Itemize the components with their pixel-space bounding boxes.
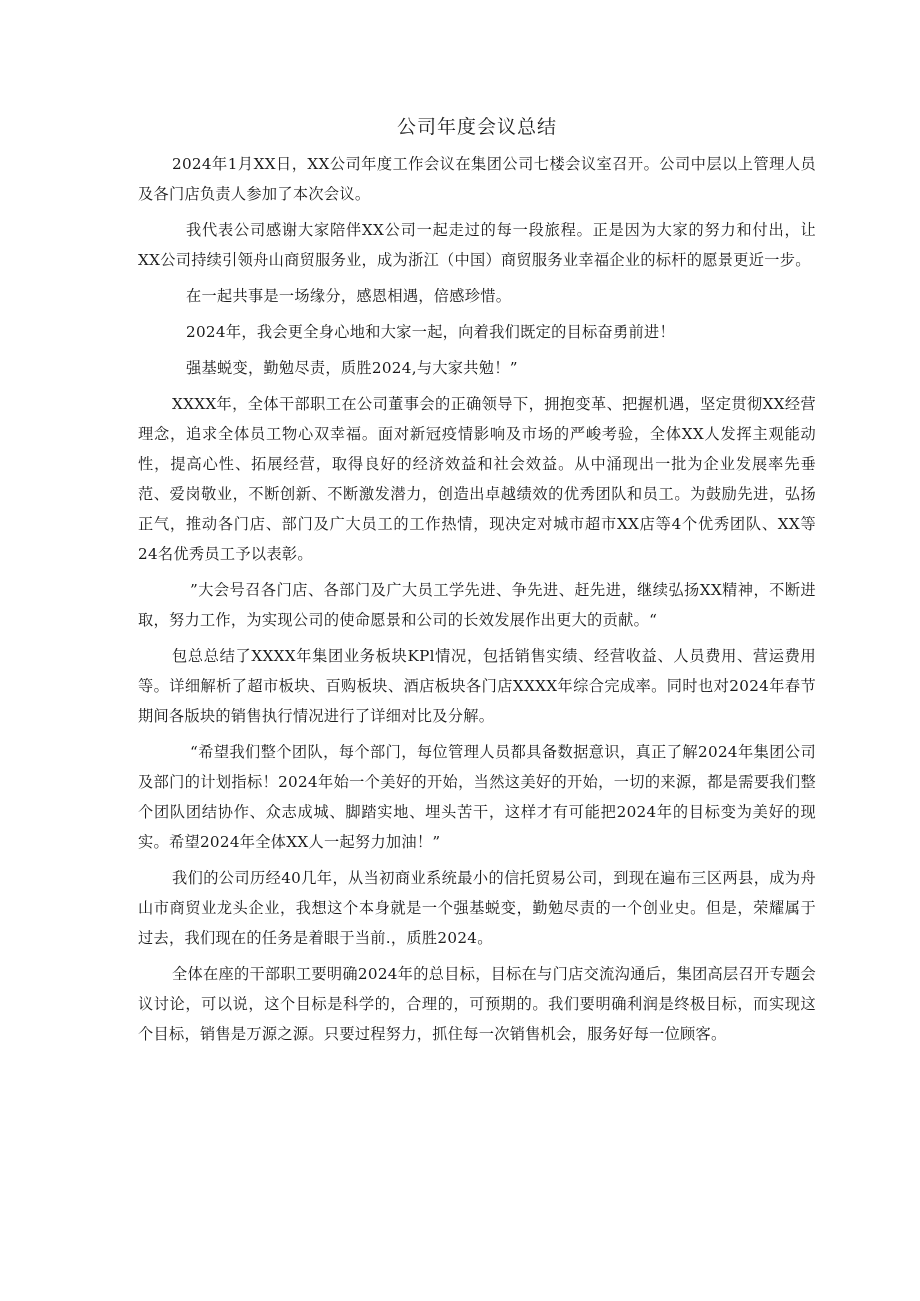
paragraph-company-history: 我们的公司历经40几年，从当初商业系统最小的信托贸易公司，到现在遍布三区两县，成为舟山市商贸业龙头企业，我想这个本身就是一个强基蜕变，勤勉尽责的一个创业史。但是，荣耀属于过去，我们现在的任务是着眼于当前.，质胜2024。: [138, 869, 816, 947]
paragraph-thanks: 我代表公司感谢大家陪伴XX公司一起走过的每一段旅程。正是因为大家的努力和付出，让XX公司持续引领舟山商贸服务业，成为浙江（中国）商贸服务业幸福企业的标杆的愿景更近一步。: [138, 221, 816, 269]
paragraph-kpi-summary: 包总总结了XXXX年集团业务板块KPl情况，包括销售实绩、经营收益、人员费用、营运费用等。详细解析了超市板块、百购板块、酒店板块各门店XXXX年综合完成率。同时也对2024年春节期间各版块的销售执行情况进行了详细对比及分解。: [138, 647, 816, 725]
paragraph-meeting-intro: 2024年1月XX日，XX公司年度工作会议在集团公司七楼会议室召开。公司中层以上管理人员及各门店负责人参加了本次会议。: [138, 155, 816, 203]
paragraph-data-awareness: “希望我们整个团队，每个部门，每位管理人员都具备数据意识，真正了解2024年集团公司及部门的计划指标！2024年始一个美好的开始，当然这美好的开始，一切的来源，都是需要我们整个团队团结协作、众志成城、脚踏实地、埋头苦干，这样才有可能把2024年的目标变为美好的现实。希望2024年全体XX人一起努力加油！”: [138, 743, 816, 851]
paragraph-fate: 在一起共事是一场缘分，感恩相遇，倍感珍惜。: [186, 287, 512, 305]
document-page: [138, 112, 816, 1055]
paragraph-commitment: 2024年，我会更全身心地和大家一起，向着我们既定的目标奋勇前进！: [186, 323, 675, 341]
paragraph-motto: 强基蜕变，勤勉尽责，质胜2024,与大家共勉！”: [186, 359, 518, 377]
paragraph-call-to-action: ”大会号召各门店、各部门及广大员工学先进、争先进、赶先进，继续弘扬XX精神，不断进取，努力工作，为实现公司的使命愿景和公司的长效发展作出更大的贡献。“: [138, 581, 816, 629]
document-title: 公司年度会议总结: [396, 116, 557, 138]
paragraph-commendation: XXXX年，全体干部职工在公司董事会的正确领导下，拥抱变革、把握机遇，坚定贯彻XX经营理念，追求全体员工物心双幸福。面对新冠疫情影响及市场的严峻考验，全体XX人发挥主观能动性，提高心性、拓展经营，取得良好的经济效益和社会效益。从中涌现出一批为企业发展率先垂范、爱岗敬业，不断创新、不断激发潜力，创造出卓越绩效的优秀团队和员工。为鼓励先进，弘扬正气，推动各门店、部门及广大员工的工作热情，现决定对城市超市XX店等4个优秀团队、XX等24名优秀员工予以表彰。: [138, 395, 816, 563]
paragraph-annual-goal: 全体在座的干部职工要明确2024年的总目标，目标在与门店交流沟通后，集团高层召开专题会议讨论，可以说，这个目标是科学的，合理的，可预期的。我们要明确利润是终极目标，而实现这个目标，销售是万源之源。只要过程努力，抓住每一次销售机会，服务好每一位顾客。: [138, 965, 816, 1043]
